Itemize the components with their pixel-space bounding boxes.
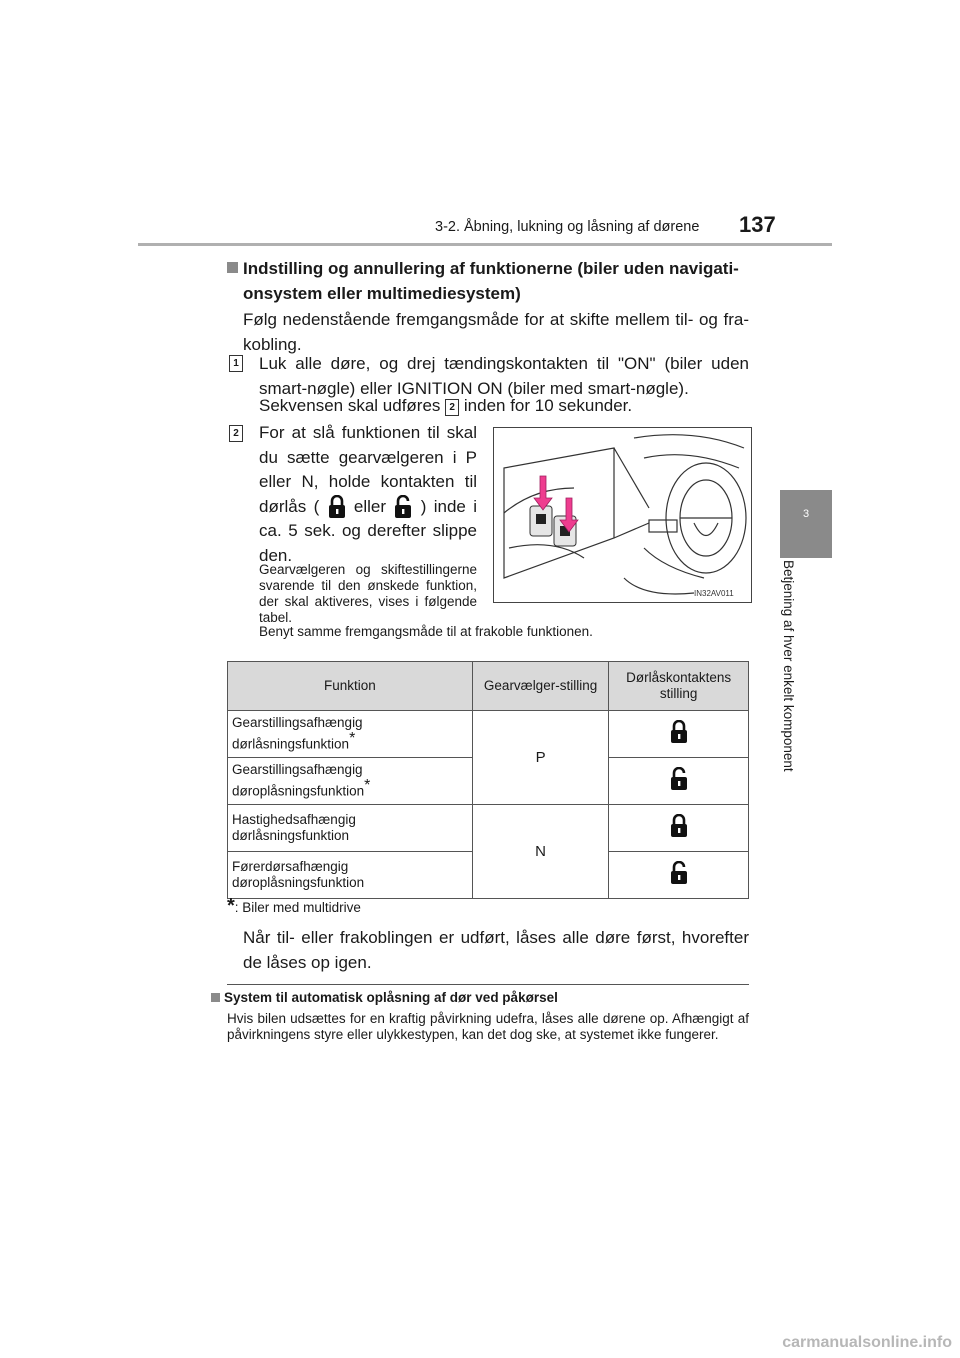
- lock-closed-icon: [327, 495, 347, 519]
- table-header: Gearvælger-stilling: [472, 662, 609, 711]
- table-cell-function: Hastighedsafhængig dørlåsningsfunktion: [228, 805, 473, 852]
- table-cell-lock: [609, 758, 749, 805]
- section2-body: Hvis bilen udsættes for en kraftig påvirkning udefra, låses alle dørene op. Afhængigt af påvirkningens styre eller ulykkestypen, kan det dog ske, at systemet ikke fungerer.: [227, 1011, 749, 1042]
- table-cell-function: Gearstillingsafhængig døroplåsningsfunktion*: [228, 758, 473, 805]
- section-intro: Følg nedenstående fremgangsmåde for at skifte mellem til- og fra-kobling.: [243, 310, 749, 354]
- table-cell-function: Førerdørsafhængig døroplåsningsfunktion: [228, 852, 473, 899]
- step-2-note2: Benyt samme fremgangsmåde til at frakoble funktionen.: [259, 624, 593, 639]
- table-row: [228, 711, 749, 758]
- table-cell-lock: [609, 711, 749, 758]
- figure-code: IN32AV011: [694, 589, 734, 598]
- step-2-badge: 2: [229, 425, 243, 442]
- function-table: [227, 661, 749, 899]
- chapter-tab: [780, 490, 832, 558]
- table-cell-lock: [609, 852, 749, 899]
- heading-square-icon: [211, 993, 220, 1002]
- step-1-timing: Sekvensen skal udføres 2 inden for 10 sekunder.: [259, 396, 633, 415]
- table-cell-function: Gearstillingsafhængig dørlåsningsfunktion*: [228, 711, 473, 758]
- lock-closed-icon: [669, 720, 689, 744]
- section-heading: Indstilling og annullering af funktionerne (biler uden navigati- onsystem eller multimediesystem): [227, 256, 749, 306]
- table-header: Funktion: [228, 662, 473, 711]
- after-table-text: Når til- eller frakoblingen er udført, låses alle døre først, hvorefter de låses op igen.: [243, 928, 749, 972]
- step-1-text: Luk alle døre, og drej tændingskontakten til "ON" (biler uden smart-nøgle) eller IGNITION ON (biler med smart-nøgle).: [259, 354, 749, 398]
- table-header: Dørlåskontaktens stilling: [609, 662, 749, 711]
- table-cell-gear: N: [472, 805, 609, 899]
- figure-illustration: [494, 428, 751, 602]
- lock-open-icon: [393, 495, 413, 519]
- lock-open-icon: [669, 767, 689, 791]
- table-cell-gear: P: [472, 711, 609, 805]
- chapter-side-label: Betjening af hver enkelt komponent: [781, 560, 796, 772]
- table-cell-lock: [609, 805, 749, 852]
- step-1-badge: 1: [229, 355, 243, 372]
- table-row: [228, 805, 749, 852]
- step-2-text: For at slå funktionen til skal du sætte gearvælgeren i P eller N, holde kontakten til dørlås ( eller ) inde i ca. 5 sek. og derefter slippe den.: [259, 423, 477, 565]
- table-header-row: [228, 662, 749, 711]
- lock-closed-icon: [669, 814, 689, 838]
- inline-step-2-badge: 2: [445, 399, 459, 416]
- lock-open-icon: [669, 861, 689, 885]
- section-divider: [227, 984, 749, 985]
- step-2-note: Gearvælgeren og skiftestillingerne svarende til den ønskede funktion, der skal aktiveres, vises i følgende tabel.: [259, 562, 477, 625]
- table-footnote: *: Biler med multidrive: [227, 895, 361, 917]
- heading-square-icon: [227, 262, 238, 273]
- watermark: carmanualsonline.info: [782, 1334, 952, 1351]
- door-lock-switch-figure: [493, 427, 752, 603]
- page-number: 137: [739, 212, 776, 237]
- section2-heading: System til automatisk oplåsning af dør ved påkørsel: [211, 990, 558, 1005]
- header-chapter-title: 3-2. Åbning, lukning og låsning af dørene: [435, 219, 700, 235]
- chapter-number: 3: [802, 508, 810, 520]
- header-rule: [138, 243, 832, 246]
